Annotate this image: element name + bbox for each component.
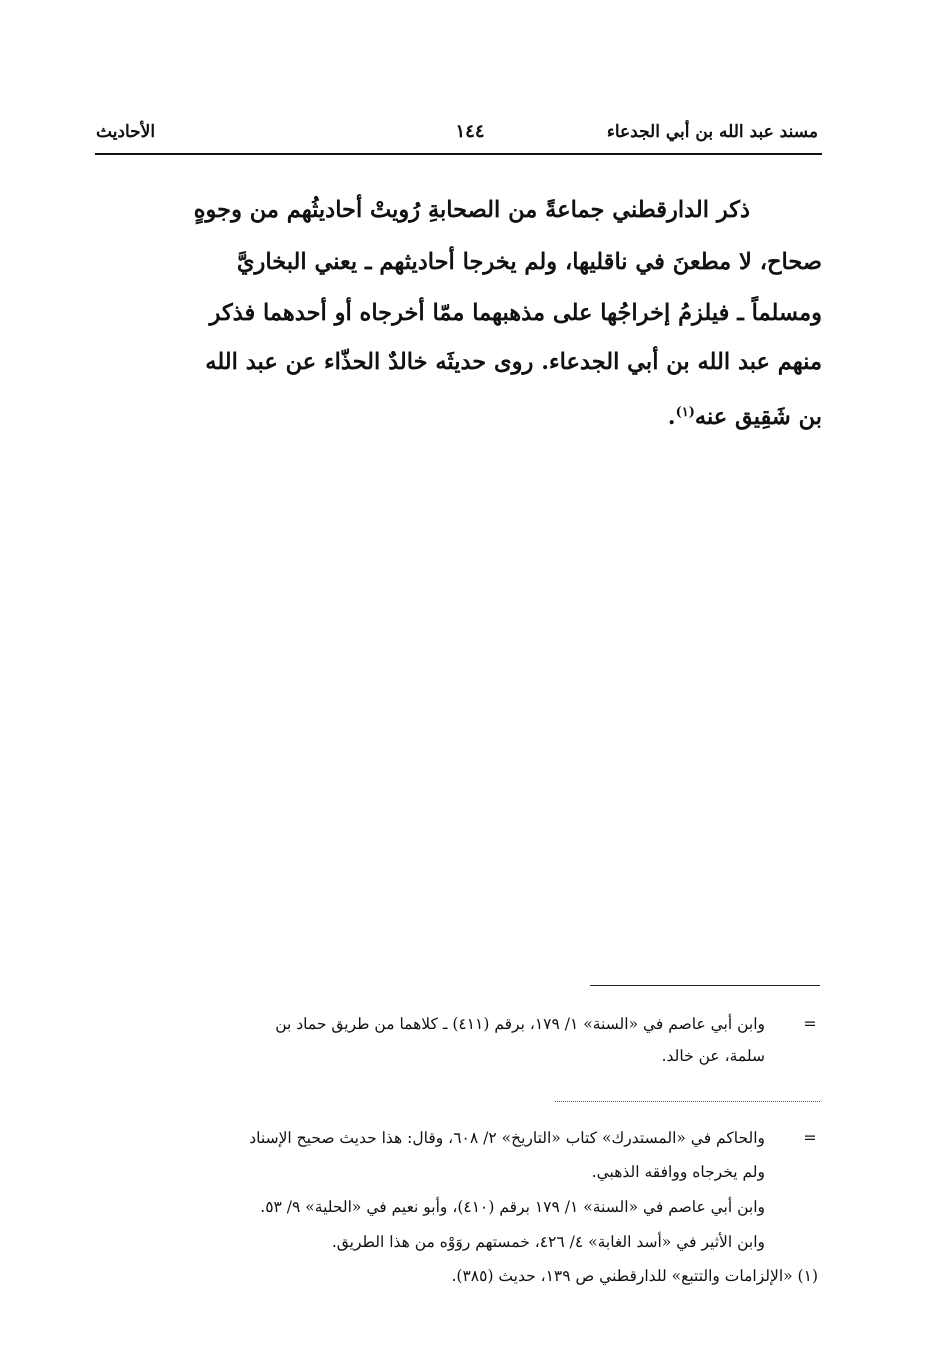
footnote-line: ولم يخرجاه ووافقه الذهبي. <box>591 1163 765 1181</box>
section-title: الأحاديث <box>96 122 156 142</box>
footnote-dotted-rule <box>555 1101 820 1102</box>
continuation-mark: = <box>803 1014 817 1033</box>
footnote-line: وابن أبي عاصم في «السنة» ١/ ١٧٩، برقم (٤١١) ـ كلاهما من طريق حماد بن <box>275 1015 765 1033</box>
header-rule <box>95 153 822 155</box>
body-line-text: بن شَقِيق عنه <box>694 404 822 430</box>
body-line: ذكر الدارقطني جماعةً من الصحابةِ رُويتْ أحاديثُهم من وجوهٍ <box>193 197 750 223</box>
sentence-period: . <box>667 404 676 430</box>
footnote-separator <box>590 985 820 986</box>
footnote-1: (١) «الإلزامات والتتبع» للدارقطني ص ١٣٩، حديث (٣٨٥). <box>451 1267 818 1285</box>
footnote-line: سلمة، عن خالد. <box>661 1047 765 1065</box>
page-number: ١٤٤ <box>455 121 485 142</box>
footnote-line: وابن الأثير في «أسد الغابة» ٤/ ٤٢٦، خمستهم روَوْه من هذا الطريق. <box>331 1233 765 1251</box>
footnote-line: والحاكم في «المستدرك» كتاب «التاريخ» ٢/ ٦٠٨، وقال: هذا حديث صحيح الإسناد <box>249 1129 765 1147</box>
body-line: ومسلماً ـ فيلزمُ إخراجُها على مذهبهما ممّا أخرجاه أو أحدهما فذكر <box>209 300 822 326</box>
footnote-line: وابن أبي عاصم في «السنة» ١/ ١٧٩ برقم (٤١٠)، وأبو نعيم في «الحلية» ٩/ ٥٣. <box>260 1198 765 1216</box>
body-line: منهم عبد الله بن أبي الجدعاء. روى حديثَه خالدٌ الحذّاء عن عبد الله <box>205 349 822 375</box>
footnote-reference: (١) <box>675 405 695 420</box>
body-line: صحاح، لا مطعنَ في ناقليها، ولم يخرجا أحاديثهم ـ يعني البخاريَّ <box>236 249 822 275</box>
running-title: مسند عبد الله بن أبي الجدعاء <box>606 122 818 142</box>
body-line-last <box>668 393 822 437</box>
continuation-mark: = <box>803 1128 817 1147</box>
